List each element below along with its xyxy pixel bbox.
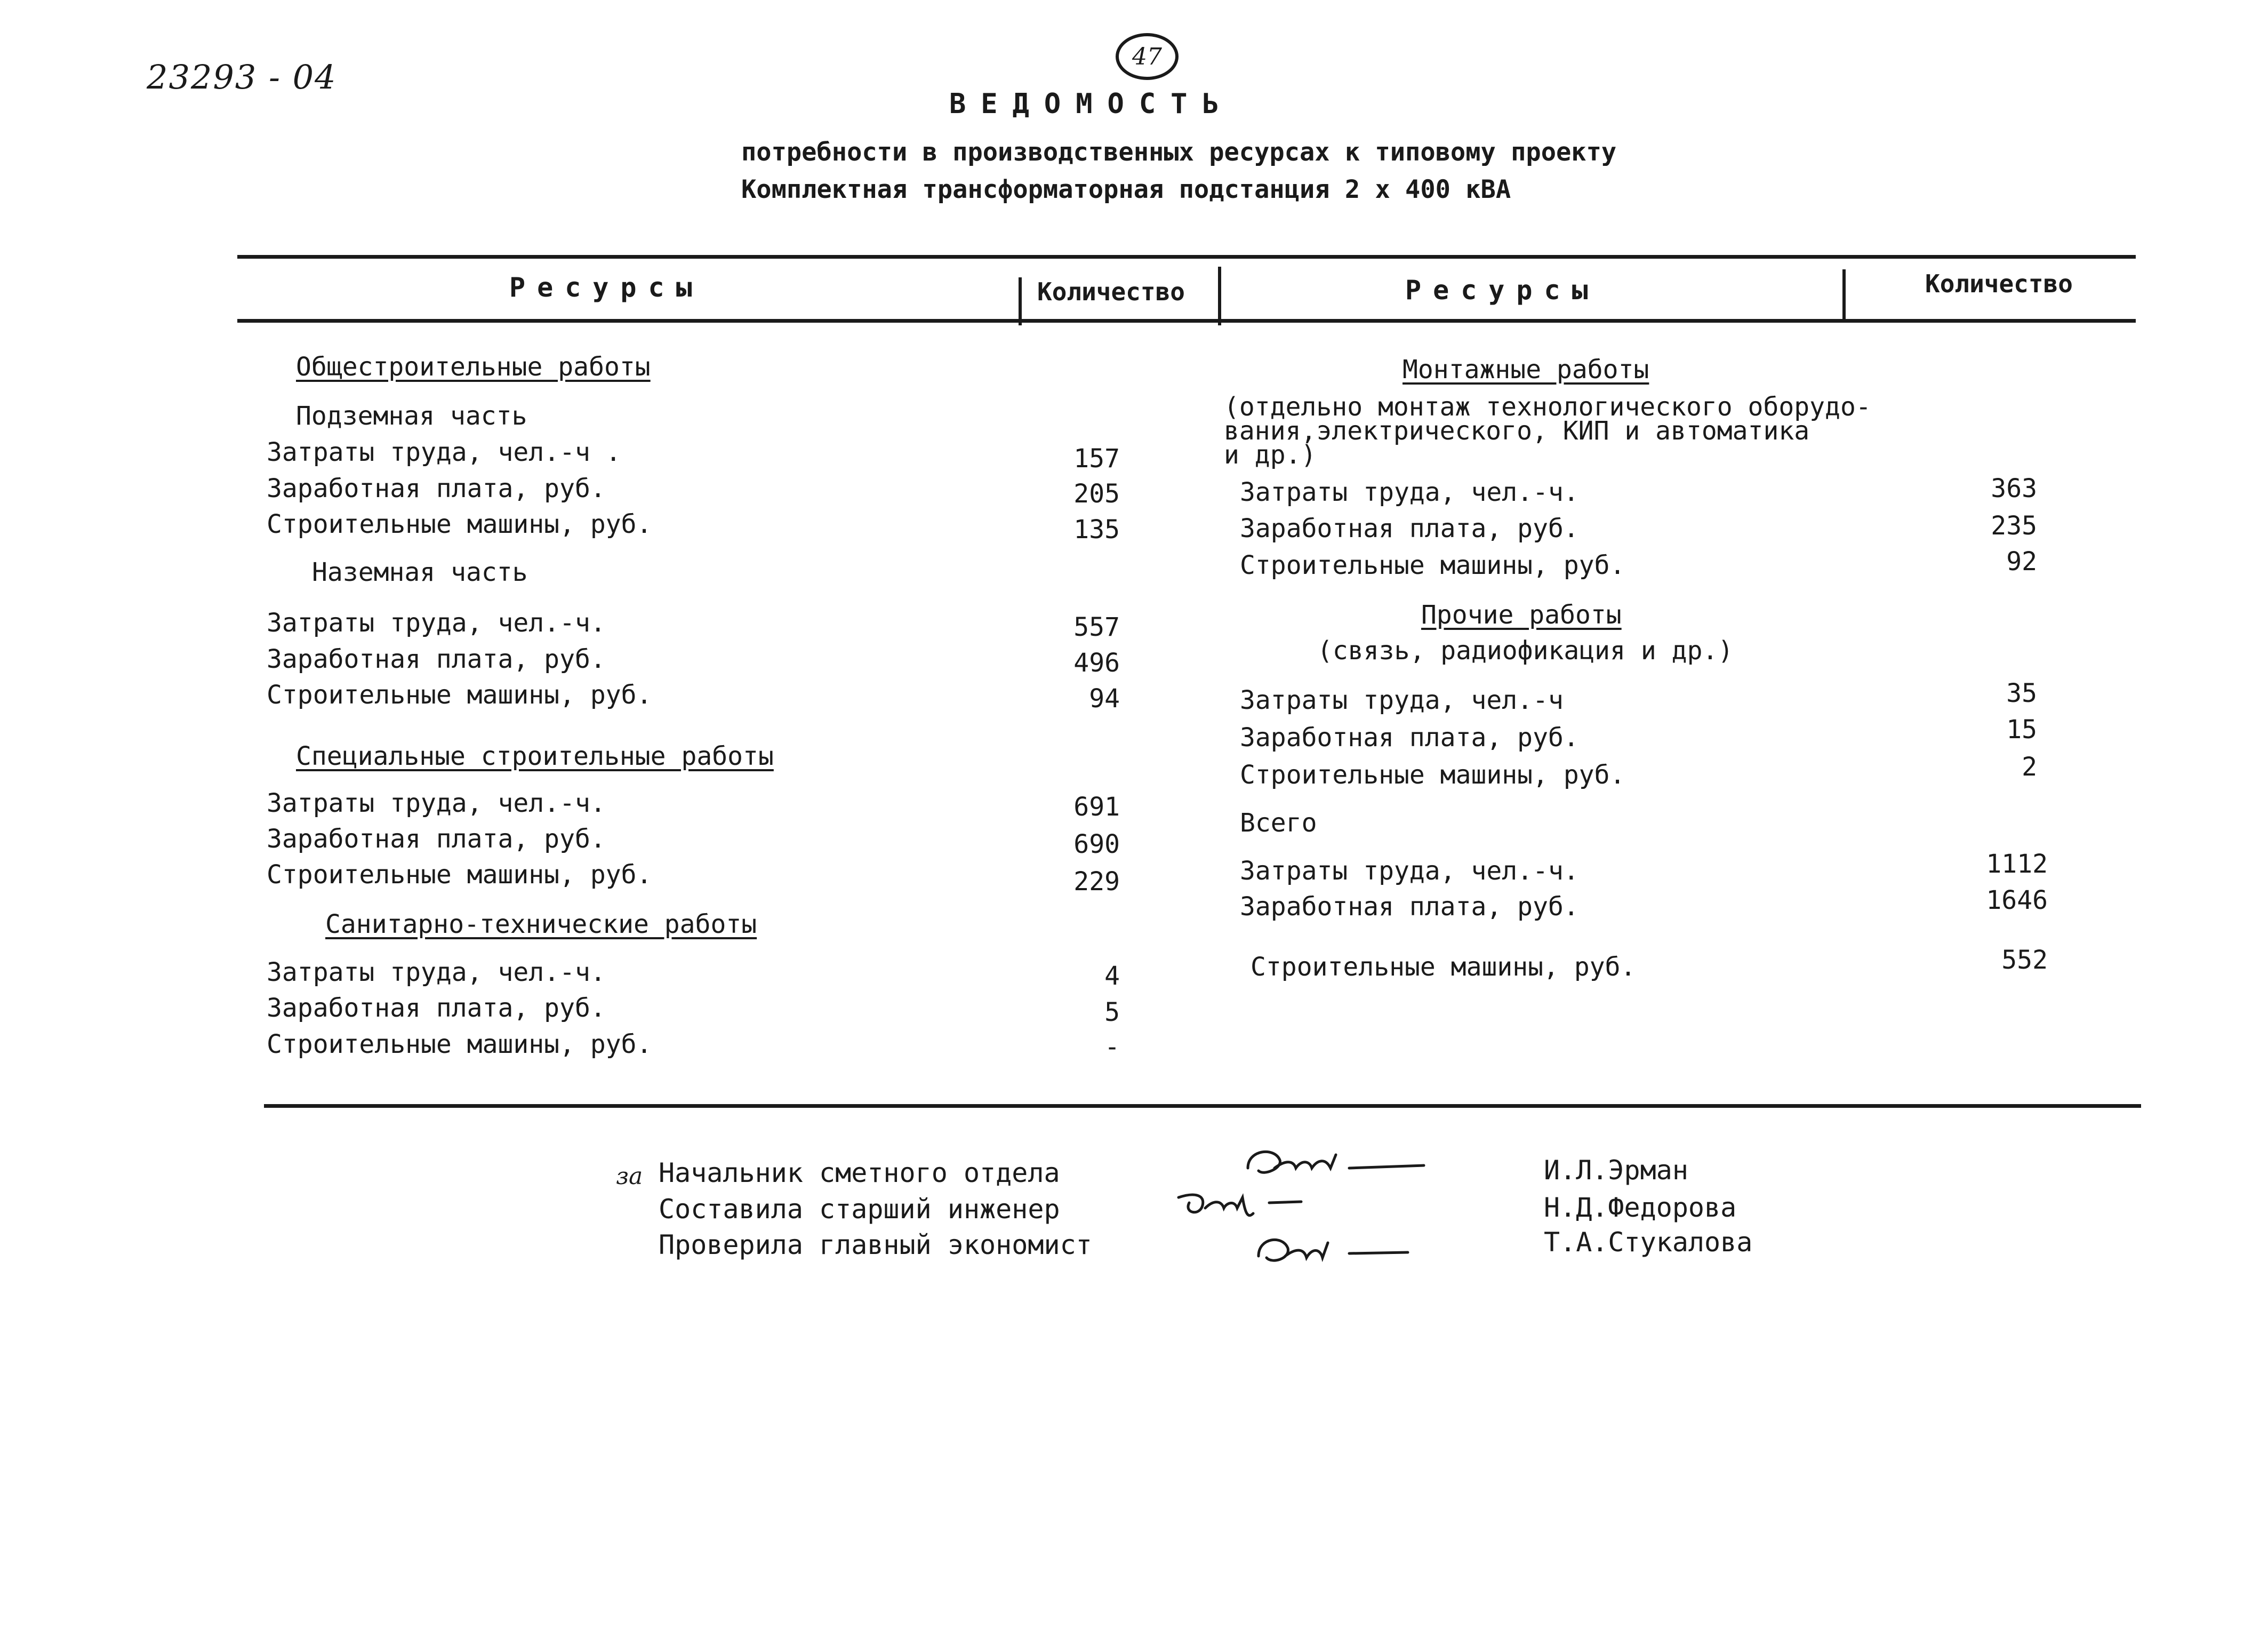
sanitary-wages-label: Заработная плата, руб. bbox=[267, 993, 606, 1023]
underground-machines-value: 135 bbox=[1073, 515, 1120, 545]
total-labor-value: 1112 bbox=[1986, 849, 2048, 879]
special-machines-value: 229 bbox=[1073, 867, 1120, 897]
special-wages-value: 690 bbox=[1073, 829, 1120, 859]
table-header-rule bbox=[237, 319, 2136, 323]
special-labor-value: 691 bbox=[1073, 792, 1120, 822]
handwritten-signature-3 bbox=[1253, 1227, 1424, 1275]
handwritten-signature-1 bbox=[1243, 1139, 1434, 1187]
installation-note-line3: и др.) bbox=[1224, 440, 1317, 470]
document-title: ВЕДОМОСТЬ bbox=[949, 88, 1234, 120]
total-wages-label: Заработная плата, руб. bbox=[1240, 892, 1579, 922]
document-number: 23293 - 04 bbox=[147, 58, 337, 97]
sanitary-machines-label: Строительные машины, руб. bbox=[267, 1029, 652, 1059]
other-machines-label: Строительные машины, руб. bbox=[1240, 760, 1625, 790]
signature-name-2: Н.Д.Федорова bbox=[1544, 1192, 1737, 1223]
installation-labor-label: Затраты труда, чел.-ч. bbox=[1240, 477, 1579, 507]
signature-role-2: Составила старший инженер bbox=[659, 1194, 1060, 1225]
header-divider-1 bbox=[1019, 277, 1022, 325]
section-general-title: Общестроительные работы bbox=[296, 352, 651, 382]
installation-wages-value: 235 bbox=[1991, 511, 2037, 541]
special-wages-label: Заработная плата, руб. bbox=[267, 824, 606, 854]
section-other-title: Прочие работы bbox=[1421, 600, 1622, 630]
underground-labor-value: 157 bbox=[1073, 444, 1120, 474]
aboveground-wages-value: 496 bbox=[1073, 648, 1120, 678]
special-labor-label: Затраты труда, чел.-ч. bbox=[267, 788, 606, 818]
sanitary-wages-value: 5 bbox=[1104, 997, 1120, 1027]
signature-name-1: И.Л.Эрман bbox=[1544, 1155, 1688, 1186]
installation-machines-label: Строительные машины, руб. bbox=[1240, 550, 1625, 580]
other-wages-value: 15 bbox=[2006, 715, 2037, 745]
aboveground-machines-value: 94 bbox=[1089, 684, 1120, 714]
other-machines-value: 2 bbox=[2022, 752, 2037, 782]
underground-machines-label: Строительные машины, руб. bbox=[267, 509, 652, 539]
header-left-resources: Ресурсы bbox=[509, 272, 704, 303]
installation-machines-value: 92 bbox=[2006, 547, 2037, 577]
total-wages-value: 1646 bbox=[1986, 885, 2048, 915]
underground-labor-label: Затраты труда, чел.-ч . bbox=[267, 437, 621, 467]
aboveground-wages-label: Заработная плата, руб. bbox=[267, 644, 606, 674]
other-labor-label: Затраты труда, чел.-ч bbox=[1240, 685, 1564, 715]
signature-role-1: Начальник сметного отдела bbox=[659, 1157, 1060, 1188]
signature-prefix: за bbox=[616, 1163, 643, 1190]
total-labor-label: Затраты труда, чел.-ч. bbox=[1240, 856, 1579, 886]
document-subtitle-line1: потребности в производственных ресурсах к типовому проекту bbox=[741, 138, 1617, 167]
sanitary-machines-value: - bbox=[1104, 1032, 1120, 1062]
installation-wages-label: Заработная плата, руб. bbox=[1240, 514, 1579, 544]
header-right-resources: Ресурсы bbox=[1405, 275, 1600, 306]
total-machines-label: Строительные машины, руб. bbox=[1251, 952, 1636, 982]
other-note: (связь, радиофикация и др.) bbox=[1317, 636, 1734, 666]
underground-wages-label: Заработная плата, руб. bbox=[267, 474, 606, 504]
installation-note-line2: вания,электрического, КИП и автоматика bbox=[1224, 416, 1810, 446]
table-top-rule bbox=[237, 255, 2136, 259]
header-divider-2 bbox=[1218, 267, 1221, 325]
installation-labor-value: 363 bbox=[1991, 474, 2037, 504]
subsection-aboveground-title: Наземная часть bbox=[312, 557, 528, 587]
total-machines-value: 552 bbox=[2001, 945, 2048, 975]
page-number-text: 47 bbox=[1132, 43, 1162, 70]
total-title: Всего bbox=[1240, 808, 1317, 838]
section-installation-title: Монтажные работы bbox=[1403, 355, 1649, 385]
signature-role-3: Проверила главный экономист bbox=[659, 1229, 1092, 1260]
table-bottom-rule bbox=[264, 1104, 2141, 1108]
header-divider-3 bbox=[1842, 269, 1846, 323]
aboveground-machines-label: Строительные машины, руб. bbox=[267, 680, 652, 710]
aboveground-labor-label: Затраты труда, чел.-ч. bbox=[267, 608, 606, 638]
section-sanitary-title: Санитарно-технические работы bbox=[325, 909, 757, 939]
other-labor-value: 35 bbox=[2006, 678, 2037, 708]
header-right-quantity: Количество bbox=[1925, 269, 2073, 298]
handwritten-signature-2 bbox=[1173, 1181, 1312, 1229]
installation-note-line1: (отдельно монтаж технологического оборудо- bbox=[1224, 392, 1871, 422]
other-wages-label: Заработная плата, руб. bbox=[1240, 723, 1579, 753]
section-special-title: Специальные строительные работы bbox=[296, 741, 774, 771]
special-machines-label: Строительные машины, руб. bbox=[267, 860, 652, 890]
page-number-mark bbox=[1116, 33, 1179, 80]
underground-wages-value: 205 bbox=[1073, 479, 1120, 509]
signature-name-3: Т.А.Стукалова bbox=[1544, 1227, 1753, 1258]
sanitary-labor-value: 4 bbox=[1104, 961, 1120, 991]
subsection-underground-title: Подземная часть bbox=[296, 401, 527, 431]
header-left-quantity: Количество bbox=[1037, 277, 1185, 306]
aboveground-labor-value: 557 bbox=[1073, 612, 1120, 642]
sanitary-labor-label: Затраты труда, чел.-ч. bbox=[267, 957, 606, 987]
document-subtitle-line2: Комплектная трансформаторная подстанция 2 х 400 кВА bbox=[741, 175, 1511, 204]
